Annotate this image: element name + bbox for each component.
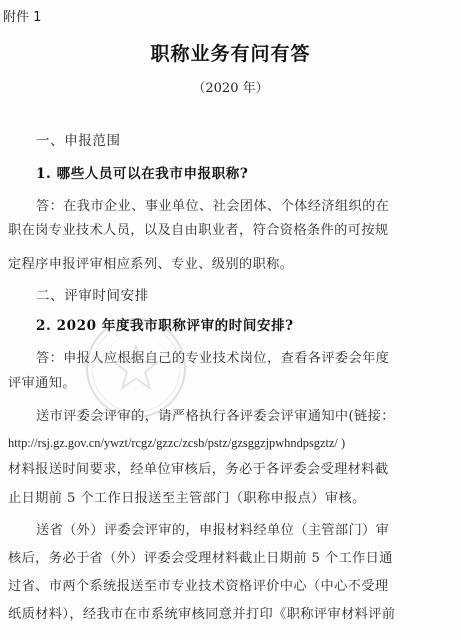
attachment-label: 附件 1 [3,10,42,25]
paragraph-province-line-3: 过省、市两个系统报送至市专业技术资格评价中心（中心不受理 [8,579,389,594]
paragraph-province-line-2: 核后，务必于省（外）评委会受理材料截止日期前 5 个工作日通 [8,551,393,566]
paragraph-province-line-4: 纸质材料），经我市在市系统审核同意并打印《职称评审材料评前 [8,607,396,622]
question-1: 1. 哪些人员可以在我市申报职称? [36,166,249,182]
question-2: 2. 2020 年度我市职称评审的时间安排? [36,318,294,334]
document-title: 职称业务有问有答 [150,43,311,65]
document-year: （2020 年） [192,81,269,96]
paragraph-city-line-3: 止日期前 5 个工作日报送至主管部门（职称申报点）审核。 [8,491,366,506]
paragraph-province-line-1: 送省（外）评委会评审的，申报材料经单位（主管部门）审 [36,523,390,538]
answer-2-line-1: 答：申报人应根据自己的专业技术岗位，查看各评委会年度 [36,351,390,366]
answer-2-line-2: 评审通知。 [8,376,76,391]
answer-1-line-3: 定程序申报评审相应系列、专业、级别的职称。 [8,257,294,272]
notice-link-url: http://rsj.gz.gov.cn/ywzt/rcgz/gzzc/zcsb/pstz/gzsggzjpwhndpsgztz/ ) [8,436,346,450]
answer-1-line-1: 答：在我市企业、事业单位、社会团体、个体经济组织的在 [36,199,390,214]
answer-1-line-2: 职在岗专业技术人员，以及自由职业者，符合资格条件的可按规 [8,223,389,238]
section-heading-scope: 一、申报范围 [36,133,121,149]
section-heading-schedule: 二、评审时间安排 [36,288,149,304]
paragraph-city-line-2: 材料报送时间要求，经单位审核后，务必于各评委会受理材料截 [8,462,389,477]
paragraph-city-line-1: 送市评委会评审的，请严格执行各评委会评审通知中(链接： [36,409,395,424]
